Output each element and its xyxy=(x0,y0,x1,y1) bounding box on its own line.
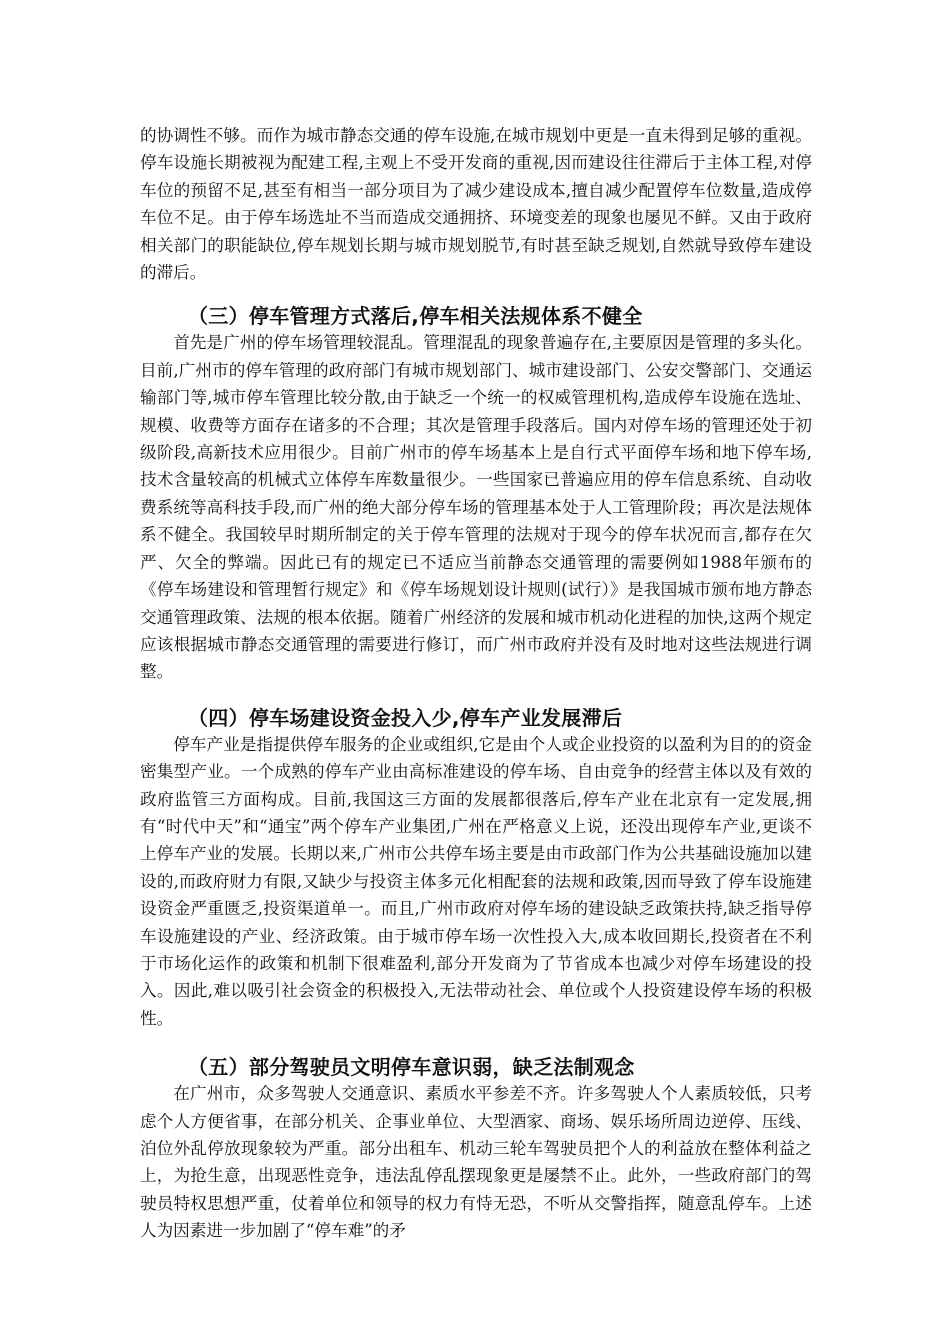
document-body xyxy=(140,122,812,1245)
section-paragraph-4: 停车产业是指提供停车服务的企业或组织,它是由个人或企业投资的以盈利为目的的资金密集型产业。一个成熟的停车产业由高标准建设的停车场、自由竞争的经营主体以及有效的政府监管三方面构成。目前,我国这三方面的发展都很落后,停车产业在北京有一定发展,拥有“时代中天”和“通宝”两个停车产业集团,广州在严格意义上说，还没出现停车产业,更谈不上停车产业的发展。长期以来,广州市公共停车场主要是由市政部门作为公共基础设施加以建设的,而政府财力有限,又缺少与投资主体多元化相配套的法规和政策,因而导致了停车设施建设资金严重匮乏,投资渠道单一。而且,广州市政府对停车场的建设缺乏政策扶持,缺乏指导停车设施建设的产业、经济政策。由于城市停车场一次性投入大,成本收回期长,投资者在不利于市场化运作的政策和机制下很难盈利,部分开发商为了节省成本也减少对停车场建设的投入。因此,难以吸引社会资金的积极投入,无法带动社会、单位或个人投资建设停车场的积极性。 xyxy=(140,734,812,1028)
section-paragraph-3: 首先是广州的停车场管理较混乱。管理混乱的现象普遍存在,主要原因是管理的多头化。目前,广州市的停车管理的政府部门有城市规划部门、城市建设部门、公安交警部门、交通运输部门等,城市停车管理比较分散,由于缺乏一个统一的权威管理机构,造成停车设施在选址、规模、收费等方面存在诸多的不合理；其次是管理手段落后。国内对停车场的管理还处于初级阶段,高新技术应用很少。目前广州市的停车场基本上是自行式平面停车场和地下停车场,技术含量较高的机械式立体停车库数量很少。一些国家已普遍应用的停车信息系统、自动收费系统等高科技手段,而广州的绝大部分停车场的管理基本处于人工管理阶段；再次是法规体系不健全。我国较早时期所制定的关于停车管理的法规对于现今的停车状况而言,都存在欠严、欠全的弊端。因此已有的规定已不适应当前静态交通管理的需要例如1988年颁布的《停车场建设和管理暂行规定》和《停车场规划设计规则(试行）》是我国城市颁布地方静态交通管理政策、法规的根本依据。随着广州经济的发展和城市机动化进程的加快,这两个规定应该根据城市静态交通管理的需要进行修订，而广州市政府并没有及时地对这些法规进行调整。 xyxy=(140,333,812,682)
intro-paragraph: 的协调性不够。而作为城市静态交通的停车设施,在城市规划中更是一直未得到足够的重视。停车设施长期被视为配建工程,主观上不受开发商的重视,因而建设往往滞后于主体工程,对停车位的预留不足,甚至有相当一部分项目为了减少建设成本,擅自减少配置停车位数量,造成停车位不足。由于停车场选址不当而造成交通拥挤、环境变差的现象也屡见不鲜。又由于政府相关部门的职能缺位,停车规划长期与城市规划脱节,有时甚至缺乏规划,自然就导致停车建设的滞后。 xyxy=(140,126,812,283)
section-heading-4: （四）停车场建设资金投入少,停车产业发展滞后 xyxy=(188,705,623,730)
section-heading-3: （三）停车管理方式落后,停车相关法规体系不健全 xyxy=(188,304,643,329)
section-heading-5: （五）部分驾驶员文明停车意识弱，缺乏法制观念 xyxy=(188,1055,635,1080)
section-paragraph-5: 在广州市，众多驾驶人交通意识、素质水平参差不齐。许多驾驶人个人素质较低，只考虑个人方便省事，在部分机关、企事业单位、大型酒家、商场、娱乐场所周边逆停、压线、泊位外乱停放现象较为严重。部分出租车、机动三轮车驾驶员把个人的利益放在整体利益之上，为抢生意，出现恶性竞争，违法乱停乱摆现象更是屡禁不止。此外，一些政府部门的驾驶员特权思想严重，仗着单位和领导的权力有恃无恐，不听从交警指挥，随意乱停车。上述人为因素进一步加剧了“停车难”的矛 xyxy=(140,1084,812,1241)
